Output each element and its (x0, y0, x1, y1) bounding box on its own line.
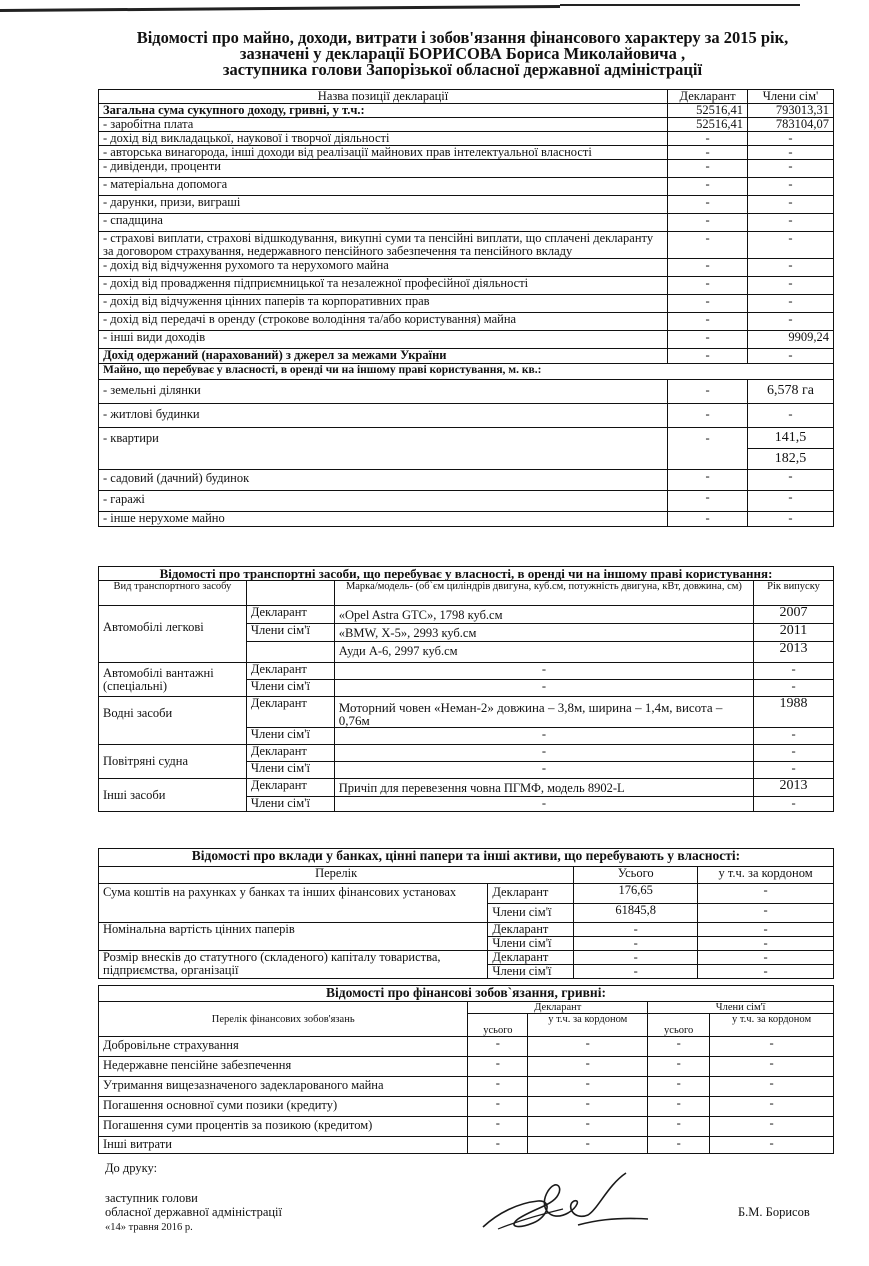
table-row (99, 118, 834, 132)
table-row (99, 196, 834, 214)
row-decl: - (668, 313, 748, 331)
obligation-value: - (528, 1117, 648, 1137)
asset-name: Розмір внесків до статутного (складеного) капіталу товариства, підприємства, організації (99, 951, 488, 979)
row-name: - дохід від відчуження цінних паперів та корпоративних прав (99, 295, 668, 313)
table-row (99, 470, 834, 491)
row-name: - матеріальна допомога (99, 178, 668, 196)
asset-abroad: - (698, 965, 834, 979)
section-title: Відомості про вклади у банках, цінні папери та інші активи, що перебувають у власності: (99, 849, 834, 867)
row-decl: - (668, 349, 748, 364)
row-fam: - (748, 404, 834, 428)
obligation-value: - (710, 1077, 834, 1097)
scan-edge-line (0, 5, 560, 12)
vehicle-year: - (754, 745, 834, 762)
owner-label: Члени сім'ї (246, 680, 334, 697)
signer-name: Б.М. Борисов (738, 1205, 810, 1219)
row-fam: - (748, 470, 834, 491)
table-row (99, 606, 834, 624)
vehicle-year: - (754, 663, 834, 680)
row-name: - страхові виплати, страхові відшкодування, викупні суми та пенсійні виплати, що сплачені декларанту за договором страхування, недержавного пенсійного забезпечення та пенсійного вкладу (99, 232, 668, 259)
header-cell: Члени сім'ї (648, 1002, 834, 1014)
table-row (99, 313, 834, 331)
row-fam: - (748, 259, 834, 277)
row-decl: - (668, 214, 748, 232)
obligation-value: - (710, 1097, 834, 1117)
table-row (99, 1057, 834, 1077)
vehicle-year: 2013 (754, 642, 834, 663)
asset-total: - (574, 923, 698, 937)
owner-label: Члени сім'ї (488, 965, 574, 979)
signature-date: «14» травня 2016 р. (105, 1222, 193, 1233)
row-decl: - (668, 160, 748, 178)
row-name: - дарунки, призи, виграші (99, 196, 668, 214)
row-decl: - (668, 178, 748, 196)
row-fam: - (748, 277, 834, 295)
header-cell: Рік випуску (754, 581, 834, 606)
table-row (99, 277, 834, 295)
row-decl: - (668, 146, 748, 160)
table-row (99, 104, 834, 118)
vehicle-model: - (334, 728, 753, 745)
obligation-name: Погашення основної суми позики (кредиту) (99, 1097, 468, 1117)
deposits-table (98, 848, 834, 979)
table-row (99, 232, 834, 259)
row-name: - садовий (дачний) будинок (99, 470, 668, 491)
row-fam: - (748, 214, 834, 232)
asset-total: - (574, 937, 698, 951)
vehicle-year: 2007 (754, 606, 834, 624)
vehicle-model: - (334, 745, 753, 762)
to-print-label: До друку: (105, 1161, 158, 1175)
obligation-value: - (648, 1037, 710, 1057)
row-name: - інші види доходів (99, 331, 668, 349)
header-cell: у т.ч. за кордоном (710, 1014, 834, 1037)
owner-label: Члени сім'ї (246, 797, 334, 812)
row-fam: - (748, 160, 834, 178)
obligation-value: - (528, 1037, 648, 1057)
section-title: Відомості про транспортні засоби, що перебуває у власності, в оренді чи на іншому праві користування: (99, 567, 834, 581)
owner-label: Декларант (488, 951, 574, 965)
asset-name: Сума коштів на рахунках у банках та інших фінансових установах (99, 884, 488, 923)
owner-label: Члени сім'ї (246, 728, 334, 745)
vehicle-kind: Повітряні судна (99, 745, 247, 779)
header-cell (246, 581, 334, 606)
table-header-row (99, 1002, 834, 1014)
vehicle-year: - (754, 728, 834, 745)
row-name: - гаражі (99, 491, 668, 512)
row-name: - заробітна плата (99, 118, 668, 132)
table-row (99, 132, 834, 146)
table-row (99, 491, 834, 512)
table-row (99, 331, 834, 349)
row-fam: 182,5 (748, 449, 834, 470)
obligation-value: - (710, 1117, 834, 1137)
header-cell: Декларант (668, 90, 748, 104)
row-decl: - (668, 277, 748, 295)
header-cell: Вид транспортного засобу (99, 581, 247, 606)
row-fam: - (748, 313, 834, 331)
row-fam: - (748, 146, 834, 160)
vehicle-year: - (754, 762, 834, 779)
vehicle-kind: Автомобілі вантажні (спеціальні) (99, 663, 247, 697)
signer-position-1: заступник голови (105, 1191, 198, 1205)
owner-label: Члени сім'ї (246, 762, 334, 779)
obligation-value: - (710, 1057, 834, 1077)
asset-name: Номінальна вартість цінних паперів (99, 923, 488, 951)
obligation-value: - (648, 1117, 710, 1137)
table-row (99, 951, 834, 965)
table-row (99, 512, 834, 527)
obligation-value: - (468, 1077, 528, 1097)
section-title-row (99, 567, 834, 581)
obligation-value: - (528, 1137, 648, 1154)
table-row (99, 663, 834, 680)
vehicle-model: - (334, 680, 753, 697)
asset-total: 61845,8 (574, 904, 698, 923)
obligation-value: - (468, 1057, 528, 1077)
table-row (99, 884, 834, 904)
table-row (99, 178, 834, 196)
section-title-row (99, 849, 834, 867)
row-fam: - (748, 178, 834, 196)
asset-total: - (574, 965, 698, 979)
vehicle-model: Ауди А-6, 2997 куб.см (334, 642, 753, 663)
obligation-value: - (468, 1097, 528, 1117)
obligation-value: - (648, 1057, 710, 1077)
table-row (99, 1137, 834, 1154)
owner-label: Декларант (246, 745, 334, 762)
row-decl: 52516,41 (668, 118, 748, 132)
vehicle-model: «Opel Astra GTC», 1798 куб.см (334, 606, 753, 624)
obligation-value: - (710, 1037, 834, 1057)
row-fam: - (748, 132, 834, 146)
table-header-row (99, 90, 834, 104)
row-fam: 783104,07 (748, 118, 834, 132)
vehicle-model: «BMW, X-5», 2993 куб.см (334, 624, 753, 642)
vehicle-kind: Автомобілі легкові (99, 606, 247, 663)
table-row (99, 295, 834, 313)
row-decl: - (668, 259, 748, 277)
row-fam: 141,5 (748, 428, 834, 449)
vehicle-year: 2013 (754, 779, 834, 797)
row-decl: - (668, 470, 748, 491)
section-title: Відомості про фінансові зобов`язання, гривні: (99, 986, 834, 1002)
obligation-value: - (468, 1117, 528, 1137)
obligation-value: - (648, 1077, 710, 1097)
table-row (99, 349, 834, 364)
section-title-row (99, 986, 834, 1002)
vehicle-year: 2011 (754, 624, 834, 642)
header-cell: у т.ч. за кордоном (698, 867, 834, 884)
owner-label: Члени сім'ї (246, 624, 334, 642)
row-name: - дохід від викладацької, наукової і творчої діяльності (99, 132, 668, 146)
title-line-3: заступника голови Запорізької обласної державної адміністрації (222, 60, 703, 79)
row-decl: - (668, 380, 748, 404)
header-cell: Марка/модель- (об`єм циліндрів двигуна, куб.см, потужність двигуна, кВт, довжина, см) (334, 581, 753, 606)
header-cell: Перелік фінансових зобов'язань (99, 1002, 468, 1037)
owner-label: Декларант (488, 884, 574, 904)
header-cell: Декларант (468, 1002, 648, 1014)
table-row (99, 146, 834, 160)
table-header-row (99, 581, 834, 606)
title-line-1: Відомості про майно, доходи, витрати і зобов'язання фінансового характеру за 2015 рік, (136, 28, 789, 47)
table-row (99, 1117, 834, 1137)
owner-label: Декларант (246, 663, 334, 680)
row-fam: - (748, 512, 834, 527)
header-cell: усього (468, 1014, 528, 1037)
vehicle-model: - (334, 797, 753, 812)
header-cell: Перелік (99, 867, 574, 884)
table-row (99, 259, 834, 277)
obligation-value: - (648, 1137, 710, 1154)
obligation-value: - (528, 1057, 648, 1077)
asset-abroad: - (698, 904, 834, 923)
table-row (99, 745, 834, 762)
obligation-value: - (468, 1137, 528, 1154)
row-name: - інше нерухоме майно (99, 512, 668, 527)
transport-table (98, 566, 834, 812)
asset-abroad: - (698, 937, 834, 951)
table-row (99, 1097, 834, 1117)
table-row (99, 160, 834, 178)
row-decl: - (668, 232, 748, 259)
owner-label: Декларант (246, 779, 334, 797)
header-cell: Назва позиції декларації (99, 90, 668, 104)
asset-total: - (574, 951, 698, 965)
row-fam: - (748, 295, 834, 313)
row-fam: - (748, 232, 834, 259)
header-cell: у т.ч. за кордоном (528, 1014, 648, 1037)
header-cell: Члени сім' (748, 90, 834, 104)
owner-label: Декларант (246, 606, 334, 624)
row-name: Дохід одержаний (нарахований) з джерел за межами України (99, 349, 668, 364)
row-fam: 9909,24 (748, 331, 834, 349)
row-fam: 793013,31 (748, 104, 834, 118)
row-decl: - (668, 428, 748, 470)
table-row (99, 380, 834, 404)
header-cell: усього (648, 1014, 710, 1037)
owner-label: Члени сім'ї (488, 937, 574, 951)
row-fam: - (748, 491, 834, 512)
row-decl: - (668, 512, 748, 527)
asset-total: 176,65 (574, 884, 698, 904)
obligation-value: - (468, 1037, 528, 1057)
owner-label: Декларант (488, 923, 574, 937)
scan-edge-line (560, 4, 800, 6)
table-row (99, 428, 834, 449)
owner-label: Члени сім'ї (488, 904, 574, 923)
title-line-2: зазначені у декларації БОРИСОВА Бориса Миколайовича , (239, 44, 686, 63)
obligation-name: Недержавне пенсійне забезпечення (99, 1057, 468, 1077)
row-decl: - (668, 491, 748, 512)
owner-label: Декларант (246, 697, 334, 728)
row-name: - земельні ділянки (99, 380, 668, 404)
row-decl: - (668, 295, 748, 313)
asset-abroad: - (698, 923, 834, 937)
table-row (99, 1037, 834, 1057)
vehicle-model: Моторний човен «Неман-2» довжина – 3,8м, ширина – 1,4м, висота – 0,76м (334, 697, 753, 728)
obligation-value: - (528, 1077, 648, 1097)
vehicle-model: Причіп для перевезення човна ПГМФ, модель 8902-L (334, 779, 753, 797)
vehicle-year: - (754, 680, 834, 697)
row-fam: - (748, 349, 834, 364)
row-decl: - (668, 404, 748, 428)
row-name: - квартири (99, 428, 668, 470)
table-row (99, 214, 834, 232)
row-fam: 6,578 га (748, 380, 834, 404)
row-decl: - (668, 196, 748, 214)
table-header-row (99, 867, 834, 884)
obligations-table (98, 985, 834, 1154)
income-table (98, 89, 834, 527)
row-name: - житлові будинки (99, 404, 668, 428)
obligation-value: - (710, 1137, 834, 1154)
row-name: - дохід від відчуження рухомого та нерухомого майна (99, 259, 668, 277)
row-decl: - (668, 331, 748, 349)
signer-position-2: обласної державної адміністрації (105, 1205, 283, 1219)
vehicle-model: - (334, 663, 753, 680)
table-row (99, 697, 834, 728)
obligation-value: - (528, 1097, 648, 1117)
row-name: - спадщина (99, 214, 668, 232)
row-name: - дохід від передачі в оренду (строкове володіння та/або користування) майна (99, 313, 668, 331)
obligation-value: - (648, 1097, 710, 1117)
row-name: - дивіденди, проценти (99, 160, 668, 178)
property-header-row (99, 364, 834, 380)
obligation-name: Добровільне страхування (99, 1037, 468, 1057)
asset-abroad: - (698, 884, 834, 904)
vehicle-year: - (754, 797, 834, 812)
row-decl: 52516,41 (668, 104, 748, 118)
table-row (99, 923, 834, 937)
vehicle-year: 1988 (754, 697, 834, 728)
obligation-name: Інші витрати (99, 1137, 468, 1154)
table-row (99, 779, 834, 797)
table-row (99, 404, 834, 428)
vehicle-model: - (334, 762, 753, 779)
document-title (95, 30, 830, 78)
obligation-name: Утримання вищезазначеного задекларованого майна (99, 1077, 468, 1097)
vehicle-kind: Водні засоби (99, 697, 247, 745)
header-cell: Усього (574, 867, 698, 884)
row-fam: - (748, 196, 834, 214)
handwritten-signature (478, 1165, 658, 1245)
owner-label (246, 642, 334, 663)
row-decl: - (668, 132, 748, 146)
row-name: Загальна сума сукупного доходу, гривні, у т.ч.: (99, 104, 668, 118)
row-name: - дохід від провадження підприємницької та незалежної професійної діяльності (99, 277, 668, 295)
asset-abroad: - (698, 951, 834, 965)
property-header: Майно, що перебуває у власності, в оренді чи на іншому праві користування, м. кв.: (99, 364, 834, 380)
obligation-name: Погашення суми процентів за позикою (кредитом) (99, 1117, 468, 1137)
row-name: - авторська винагорода, інші доходи від реалізації майнових прав інтелектуальної власності (99, 146, 668, 160)
vehicle-kind: Інші засоби (99, 779, 247, 812)
table-row (99, 1077, 834, 1097)
